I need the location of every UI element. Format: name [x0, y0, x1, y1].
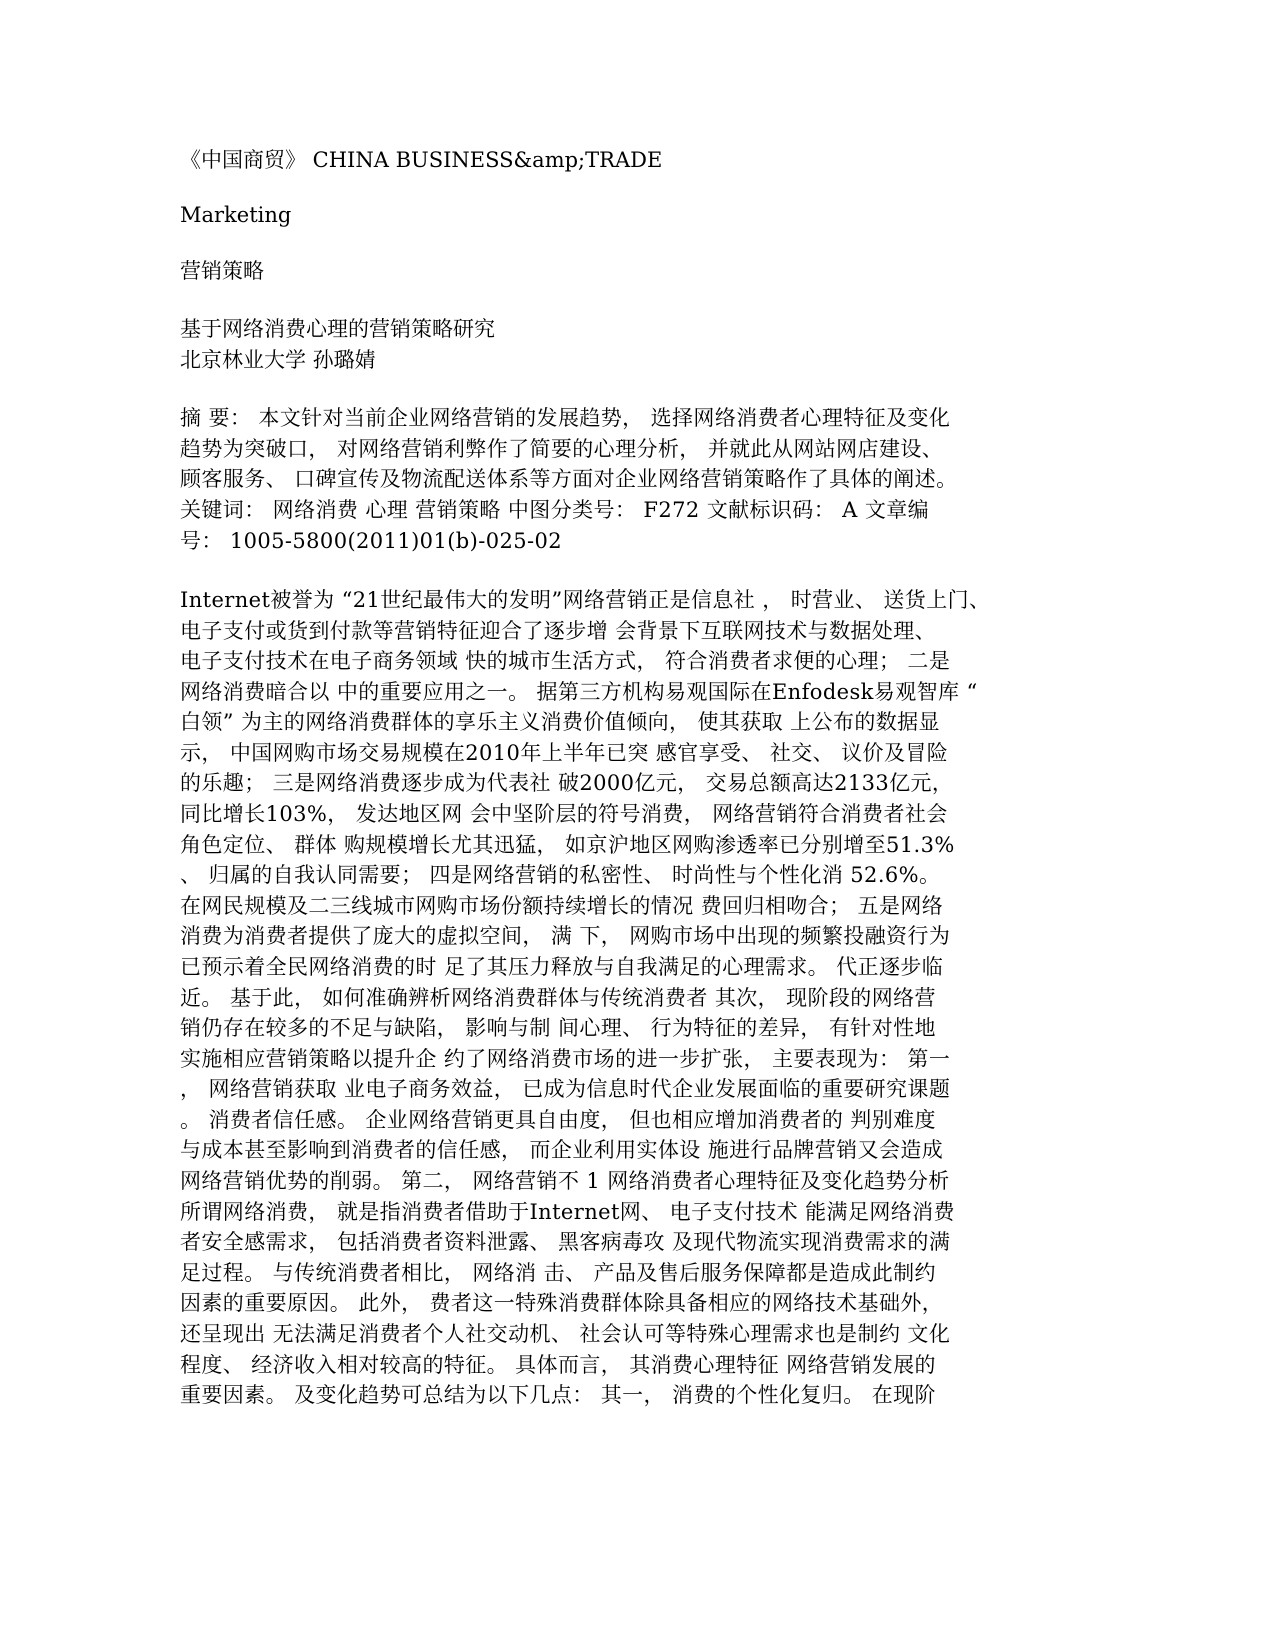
article-title: 基于网络消费心理的营销策略研究 — [180, 317, 495, 341]
body-line: 电子支付或货到付款等营销特征迎合了逐步增 会背景下互联网技术与数据处理、 — [180, 619, 937, 643]
article-number-line: 号： 1005-5800(2011)01(b)-025-02 — [180, 529, 563, 553]
body-line: 者安全感需求， 包括消费者资料泄露、 黑客病毒攻 及现代物流实现消费需求的满 — [180, 1230, 951, 1254]
body-line: 白领” 为主的网络消费群体的享乐主义消费价值倾向， 使其获取 上公布的数据显 — [180, 710, 940, 734]
body-line: 的乐趣； 三是网络消费逐步成为代表社 破2000亿元， 交易总额高达2133亿元， — [180, 771, 954, 795]
body-line: 示， 中国网购市场交易规模在2010年上半年已突 感官享受、 社交、 议价及冒险 — [180, 741, 949, 765]
body-line: 网络营销优势的削弱。 第二， 网络营销不 1 网络消费者心理特征及变化趋势分析 — [180, 1169, 950, 1193]
section-chinese: 营销策略 — [180, 259, 264, 283]
journal-header: 《中国商贸》 CHINA BUSINESS&amp;TRADE — [180, 148, 663, 172]
body-line: 足过程。 与传统消费者相比， 网络消 击、 产品及售后服务保障都是造成此制约 — [180, 1261, 936, 1285]
body-line: 实施相应营销策略以提升企 约了网络消费市场的进一步扩张， 主要表现为： 第一 — [180, 1047, 951, 1071]
body-line: 电子支付技术在电子商务领域 快的城市生活方式， 符合消费者求便的心理； 二是 — [180, 649, 951, 673]
body-line: 已预示着全民网络消费的时 足了其压力释放与自我满足的心理需求。 代正逐步临 — [180, 955, 944, 979]
body-line: 程度、 经济收入相对较高的特征。 具体而言， 其消费心理特征 网络营销发展的 — [180, 1353, 936, 1377]
abstract-line: 摘 要： 本文针对当前企业网络营销的发展趋势， 选择网络消费者心理特征及变化 — [180, 406, 951, 430]
body-line: 网络消费暗合以 中的重要应用之一。 据第三方机构易观国际在Enfodesk易观智库 “ — [180, 680, 978, 704]
body-line: 所谓网络消费， 就是指消费者借助于Internet网、 电子支付技术 能满足网络消费 — [180, 1200, 955, 1224]
body-line: 近。 基于此， 如何准确辨析网络消费群体与传统消费者 其次， 现阶段的网络营 — [180, 986, 936, 1010]
keywords-line: 关键词： 网络消费 心理 营销策略 中图分类号： F272 文献标识码： A 文章编 — [180, 498, 930, 522]
article-author: 北京林业大学 孙璐婧 — [180, 348, 376, 372]
body-line: 重要因素。 及变化趋势可总结为以下几点： 其一， 消费的个性化复归。 在现阶 — [180, 1383, 936, 1407]
body-line: 因素的重要原因。 此外， 费者这一特殊消费群体除具备相应的网络技术基础外， — [180, 1291, 944, 1315]
abstract-line: 顾客服务、 口碑宣传及物流配送体系等方面对企业网络营销策略作了具体的阐述。 — [180, 467, 958, 491]
body-line: 角色定位、 群体 购规模增长尤其迅猛， 如京沪地区网购渗透率已分别增至51.3% — [180, 833, 955, 857]
body-line: 同比增长103%， 发达地区网 会中坚阶层的符号消费， 网络营销符合消费者社会 — [180, 802, 948, 826]
body-line: 与成本甚至影响到消费者的信任感， 而企业利用实体设 施进行品牌营销又会造成 — [180, 1138, 944, 1162]
body-line: ， 网络营销获取 业电子商务效益， 已成为信息时代企业发展面临的重要研究课题 — [180, 1077, 951, 1101]
body-line: 在网民规模及二三线城市网购市场份额持续增长的情况 费回归相吻合； 五是网络 — [180, 894, 944, 918]
body-line: Internet被誉为 “21世纪最伟大的发明”网络营销正是信息社 ， 时营业、 送货上门、 — [180, 588, 991, 612]
section-english: Marketing — [180, 203, 292, 227]
body-line: 。 消费者信任感。 企业网络营销更具自由度， 但也相应增加消费者的 判别难度 — [180, 1108, 936, 1132]
body-line: 销仍存在较多的不足与缺陷， 影响与制 间心理、 行为特征的差异， 有针对性地 — [180, 1016, 936, 1040]
body-line: 、 归属的自我认同需要； 四是网络营销的私密性、 时尚性与个性化消 52.6%。 — [180, 863, 941, 887]
abstract-line: 趋势为突破口， 对网络营销利弊作了简要的心理分析， 并就此从网站网店建设、 — [180, 437, 944, 461]
body-line: 消费为消费者提供了庞大的虚拟空间， 满 下， 网购市场中出现的频繁投融资行为 — [180, 924, 951, 948]
body-line: 还呈现出 无法满足消费者个人社交动机、 社会认可等特殊心理需求也是制约 文化 — [180, 1322, 951, 1346]
